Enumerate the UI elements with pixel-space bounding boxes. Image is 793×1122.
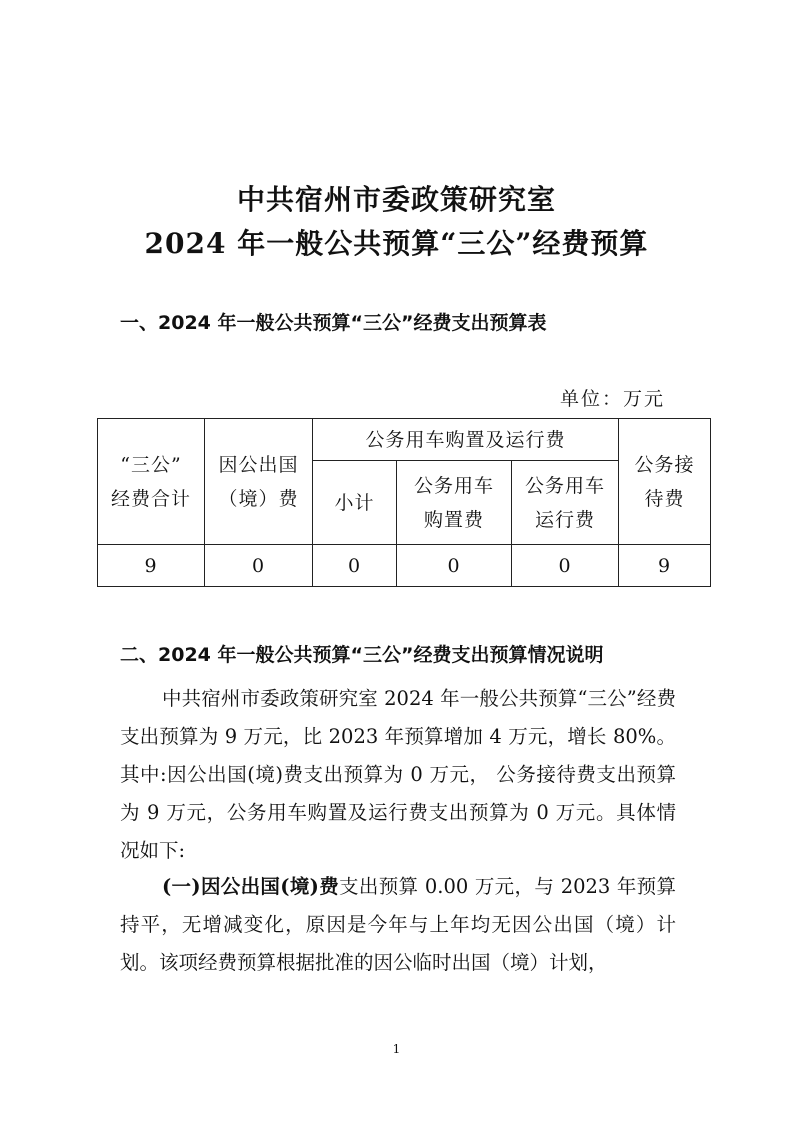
value-running: 0 [512, 545, 619, 587]
abroad-paragraph-body: 支出预算 0.00 万元，与 2023 年预算持平，无增减变化，原因是今年与上年均无因公出国（境）计划。该项经费预算根据批准的因公临时出国（境）计划， [120, 875, 677, 974]
abroad-paragraph [120, 868, 676, 982]
header-abroad-line2: （境）费 [218, 487, 299, 510]
value-total: 9 [98, 545, 205, 587]
value-purchase: 0 [397, 545, 512, 587]
header-running-line1: 公务用车 [525, 474, 606, 497]
value-subtotal: 0 [313, 545, 397, 587]
section1-heading: 一、2024 年一般公共预算“三公”经费支出预算表 [120, 312, 547, 334]
unit-label: 单位：万元 [560, 388, 666, 410]
table-header-row [98, 419, 711, 461]
section2-heading: 二、2024 年一般公共预算“三公”经费支出预算情况说明 [120, 644, 604, 666]
header-running [512, 461, 619, 545]
header-subtotal: 小计 [313, 461, 397, 545]
header-purchase-line2: 购置费 [423, 508, 484, 531]
document-title-line1: 中共宿州市委政策研究室 [236, 183, 556, 216]
summary-paragraph: 中共宿州市委政策研究室 2024 年一般公共预算“三公”经费支出预算为 9 万元，比 2023 年预算增加 4 万元，增长 80%。其中:因公出国(境)费支出预算为 0 万元， 公务接待费支出预算为 9 万元，公务用车购置及运行费支出预算为 0 万元。具体情况如下: [120, 687, 676, 862]
table-row [98, 545, 711, 587]
abroad-paragraph-heading: (一)因公出国(境)费 [162, 875, 340, 898]
header-reception [619, 419, 711, 545]
header-abroad-line1: 因公出国 [218, 453, 299, 476]
header-abroad [205, 419, 313, 545]
header-total [98, 419, 205, 545]
value-abroad: 0 [205, 545, 313, 587]
header-purchase-line1: 公务用车 [413, 474, 494, 497]
document-title-line2: 2024 年一般公共预算“三公”经费预算 [144, 227, 649, 260]
page-number: 1 [392, 1042, 401, 1056]
header-reception-line1: 公务接 [634, 453, 695, 476]
header-vehicle: 公务用车购置及运行费 [313, 419, 619, 461]
header-purchase [397, 461, 512, 545]
header-total-line2: 经费合计 [110, 487, 191, 510]
header-reception-line2: 待费 [644, 487, 685, 510]
header-total-line1: “三公” [120, 453, 182, 476]
header-running-line2: 运行费 [535, 508, 596, 531]
budget-table [97, 418, 711, 587]
value-reception: 9 [619, 545, 711, 587]
